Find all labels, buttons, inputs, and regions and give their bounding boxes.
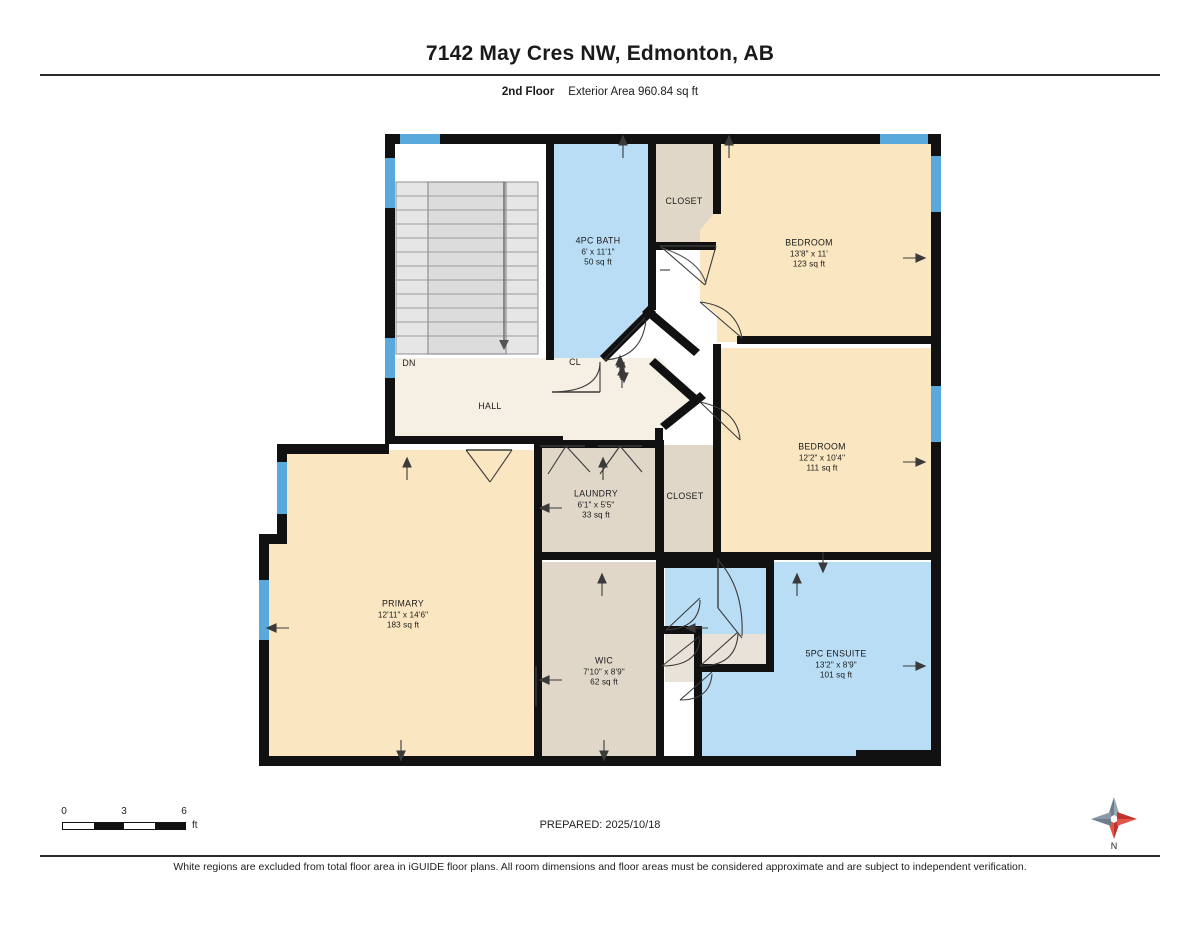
compass-rose [1085, 793, 1145, 855]
room-label-hall: HALL [478, 401, 502, 412]
compass-icon [1085, 793, 1145, 843]
room-label-bedroom-2: BEDROOM 12'2" x 10'4" 111 sq ft [798, 441, 846, 473]
scale-tick-0: 0 [61, 806, 67, 817]
scale-tick-3: 3 [121, 806, 127, 817]
floor-plan-svg [0, 110, 1200, 800]
room-label-laundry: LAUNDRY 6'1" x 5'5" 33 sq ft [574, 488, 618, 520]
floor-label: 2nd Floor [501, 86, 555, 98]
room-label-wic: WIC 7'10" x 8'9" 62 sq ft [583, 655, 625, 687]
exterior-area-label: Exterior Area 960.84 sq ft [568, 86, 699, 98]
prepared-date: PREPARED: 2025/10/18 [539, 819, 661, 831]
room-label-closet-mid: CLOSET [666, 491, 704, 502]
room-label-closet-top: CLOSET [665, 196, 703, 207]
room-label-cl: CL [569, 357, 581, 368]
room-label-bedroom-1: BEDROOM 13'8" x 11' 123 sq ft [785, 237, 833, 269]
footer-divider [40, 855, 1160, 857]
room-label-primary: PRIMARY 12'11" x 14'6" 183 sq ft [377, 598, 429, 630]
scale-tick-6: 6 [181, 806, 187, 817]
disclaimer-text: White regions are excluded from total floor area in iGUIDE floor plans. All room dimensions and floor areas must be considered approximate and are subject to independent verification. [173, 861, 1027, 873]
scale-unit-label: ft [192, 820, 198, 831]
room-label-5pc-ensuite: 5PC ENSUITE 13'2" x 8'9" 101 sq ft [805, 648, 867, 680]
title-divider [40, 74, 1160, 76]
compass-north-label: N [1110, 841, 1118, 851]
floor-plan-drawing [0, 110, 1200, 800]
floor-subtitle [0, 86, 1200, 98]
scale-ticks [62, 806, 212, 820]
room-label-dn: DN [402, 358, 416, 369]
room-label-4pc-bath: 4PC BATH 6' x 11'1" 50 sq ft [575, 235, 621, 267]
staircase [396, 182, 538, 354]
page-title: 7142 May Cres NW, Edmonton, AB [425, 42, 775, 65]
